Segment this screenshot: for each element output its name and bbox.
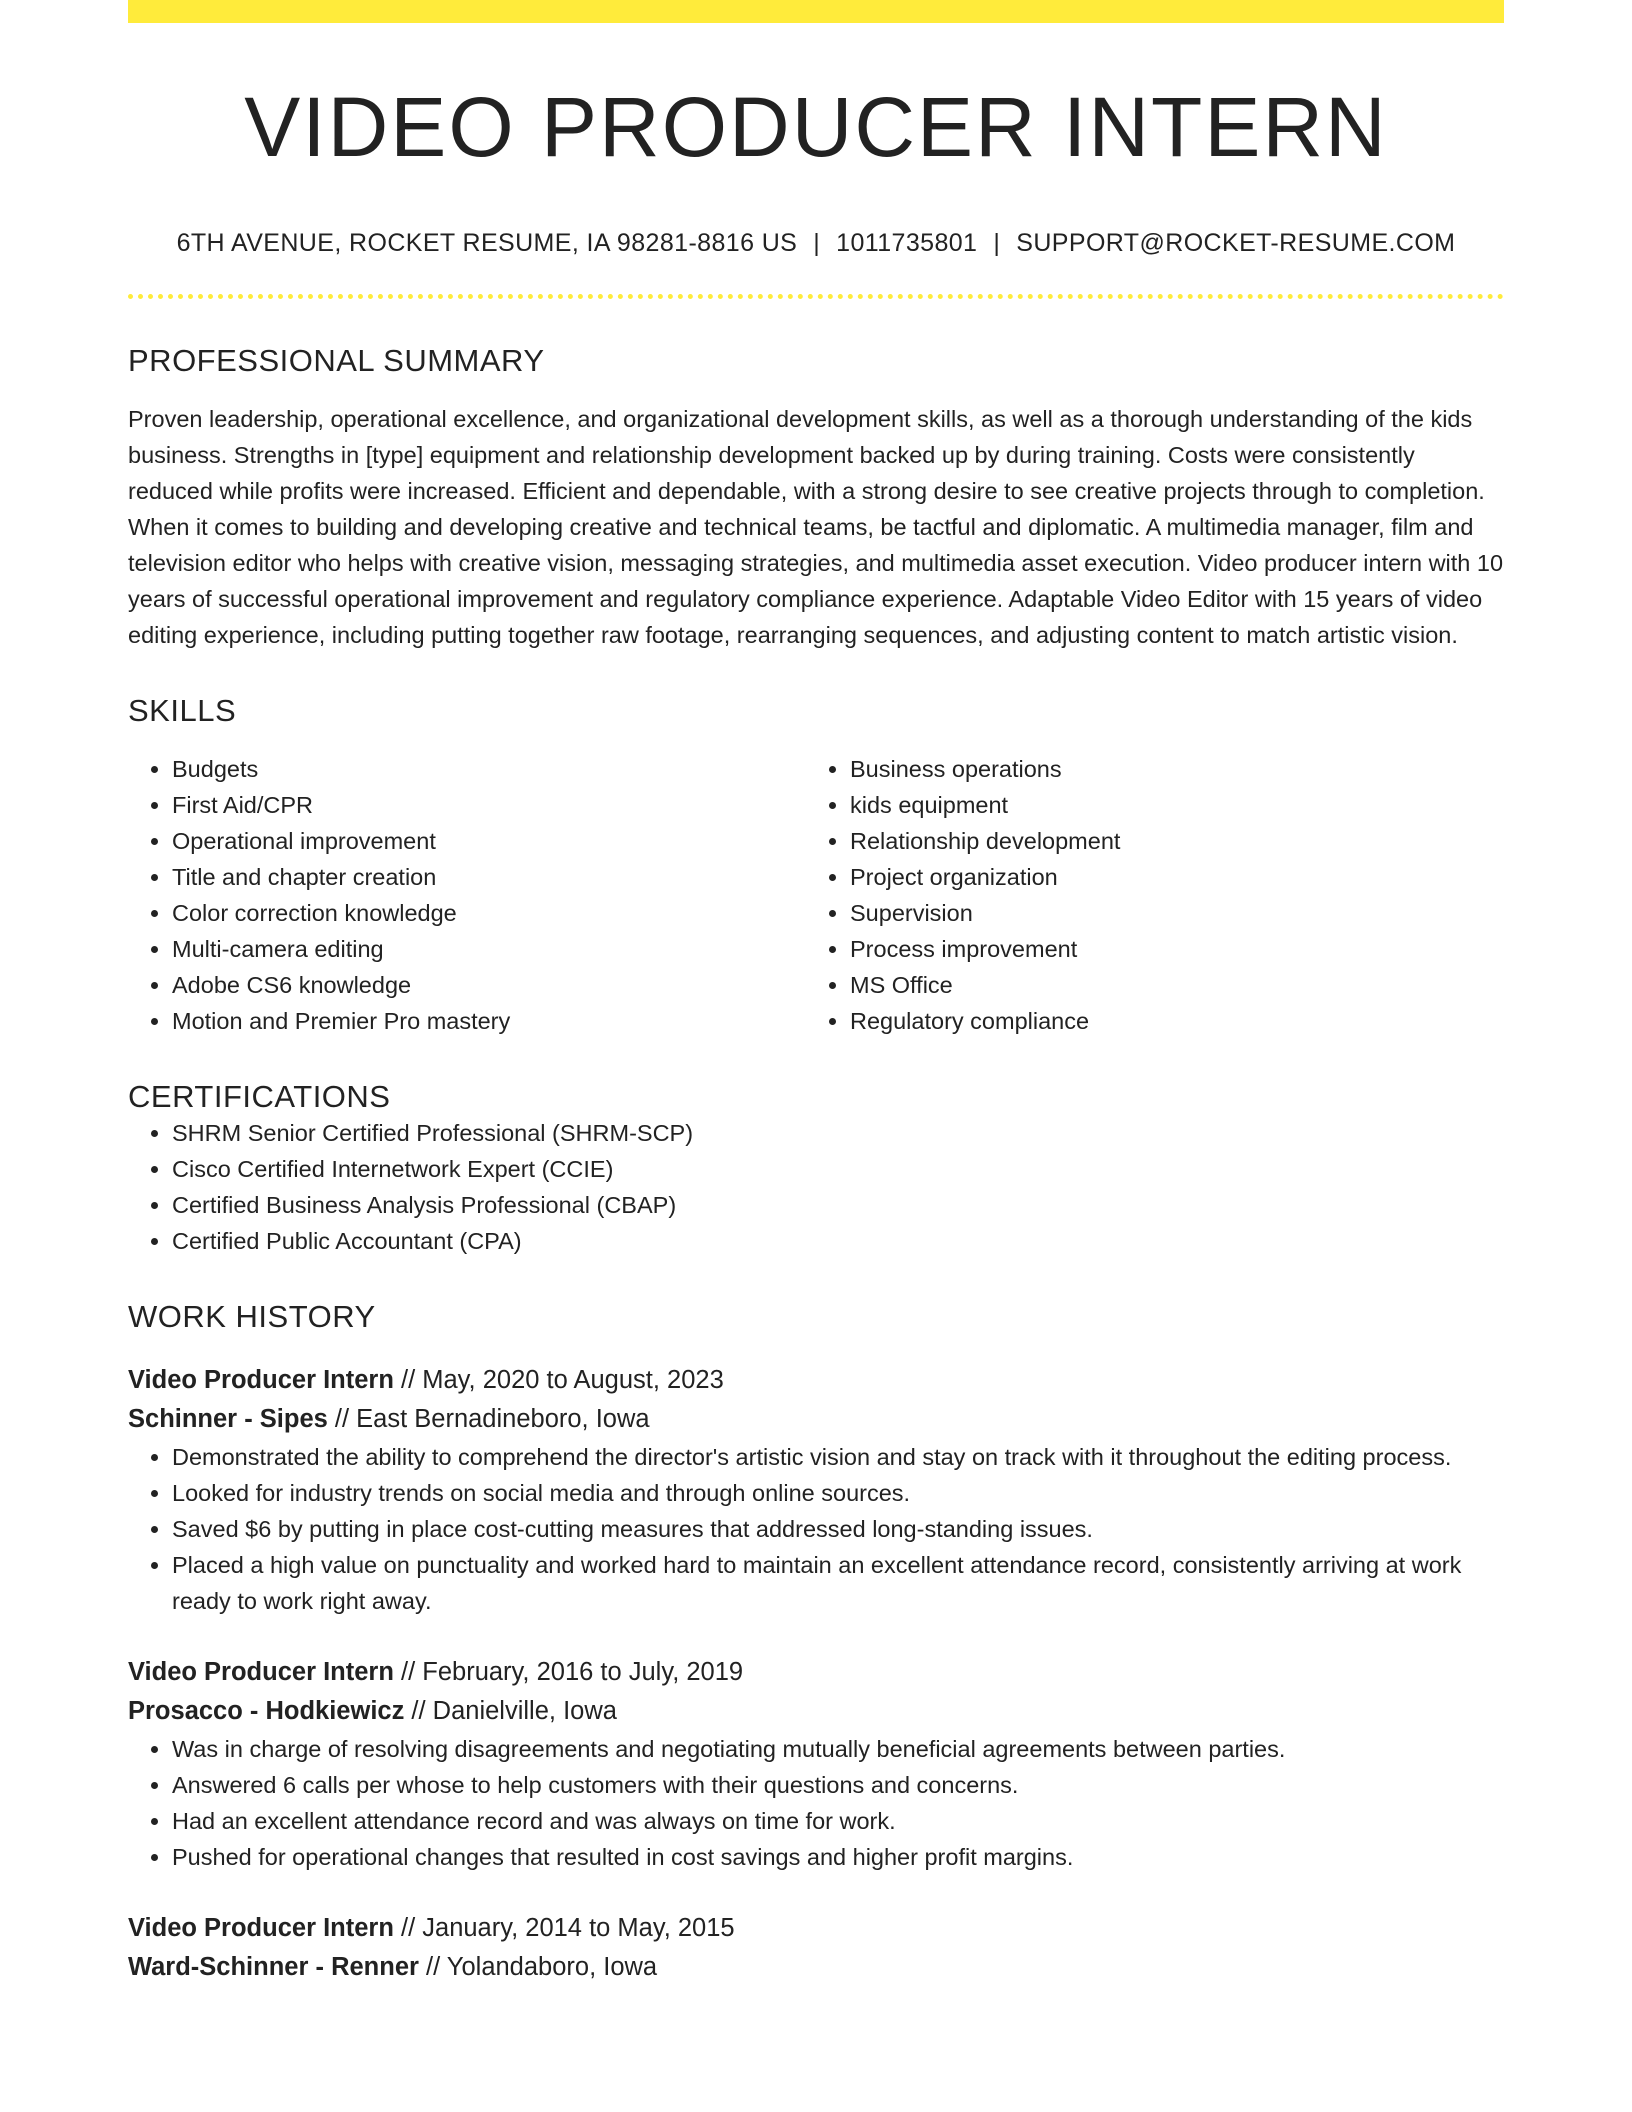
job-bullet-list [128, 1731, 1504, 1875]
job-title-line [128, 1361, 1504, 1400]
job-title-line [128, 1653, 1504, 1692]
job-company-line [128, 1948, 1504, 1987]
contact-line [128, 229, 1504, 258]
job-company: Schinner - Sipes [128, 1405, 328, 1433]
skill-item: • Business operations [850, 751, 1484, 787]
skill-item: • Process improvement [850, 931, 1484, 967]
work-history-list [128, 1361, 1504, 1987]
skill-item: • Title and chapter creation [172, 859, 806, 895]
job-location: // Yolandaboro, Iowa [418, 1953, 658, 1981]
job-location: // East Bernadineboro, Iowa [327, 1405, 650, 1433]
skills-grid [128, 751, 1504, 1039]
job-location: // Danielville, Iowa [404, 1697, 617, 1725]
skill-item: • Multi-camera editing [172, 931, 806, 967]
contact-email: SUPPORT@ROCKET-RESUME.COM [1016, 229, 1456, 257]
job-bullet-list [128, 1439, 1504, 1619]
skill-item: • Motion and Premier Pro mastery [172, 1003, 806, 1039]
certification-item: • Certified Public Accountant (CPA) [172, 1223, 1504, 1259]
skill-item: • First Aid/CPR [172, 787, 806, 823]
job-bullet: • Answered 6 calls per whose to help customers with their questions and concerns. [172, 1767, 1504, 1803]
dotted-divider [128, 294, 1504, 299]
job-bullet: • Pushed for operational changes that resulted in cost savings and higher profit margins. [172, 1839, 1504, 1875]
skills-column-right [806, 751, 1484, 1039]
job-dates: // February, 2016 to July, 2019 [393, 1658, 744, 1686]
job-dates: // May, 2020 to August, 2023 [393, 1366, 724, 1394]
job-bullet: • Placed a high value on punctuality and worked hard to maintain an excellent attendance record, consistently arriving at work ready to work right away. [172, 1547, 1504, 1619]
certifications-heading: CERTIFICATIONS [128, 1079, 391, 1114]
job-company-line [128, 1400, 1504, 1439]
skill-item: • Color correction knowledge [172, 895, 806, 931]
job-bullet: • Saved $6 by putting in place cost-cutting measures that addressed long-standing issues. [172, 1511, 1504, 1547]
skill-item: • Relationship development [850, 823, 1484, 859]
contact-phone: 1011735801 [836, 229, 978, 257]
certification-item: • Certified Business Analysis Professional (CBAP) [172, 1187, 1504, 1223]
job-entry [128, 1361, 1504, 1619]
skill-item: • MS Office [850, 967, 1484, 1003]
accent-bar [128, 0, 1504, 23]
resume-page [128, 0, 1504, 1987]
summary-text: Proven leadership, operational excellence, and organizational development skills, as well as a thorough understanding of the kids business. Strengths in [type] equipment and relationship development backed up by during training. Costs were consistently reduced while profits were increased. Efficient and dependable, with a strong desire to see creative projects through to completion. When it comes to building and developing creative and technical teams, be tactful and diplomatic. A multimedia manager, film and television editor who helps with creative vision, messaging strategies, and multimedia asset execution. Video producer intern with 10 years of successful operational improvement and regulatory compliance experience. Adaptable Video Editor with 15 years of video editing experience, including putting together raw footage, rearranging sequences, and adjusting content to match artistic vision. [128, 406, 1504, 648]
job-bullet: • Looked for industry trends on social media and through online sources. [172, 1475, 1504, 1511]
summary-heading: PROFESSIONAL SUMMARY [128, 343, 545, 378]
job-bullet: • Demonstrated the ability to comprehend the director's artistic vision and stay on track with it throughout the editing process. [172, 1439, 1504, 1475]
job-company-line [128, 1692, 1504, 1731]
skill-item: • Regulatory compliance [850, 1003, 1484, 1039]
skill-item: • Operational improvement [172, 823, 806, 859]
contact-separator: | [813, 229, 821, 257]
skills-list-left [128, 751, 806, 1039]
skills-column-left [128, 751, 806, 1039]
certifications-list [128, 1115, 1504, 1259]
job-role: Video Producer Intern [128, 1366, 394, 1394]
skill-item: • Project organization [850, 859, 1484, 895]
skill-item: • kids equipment [850, 787, 1484, 823]
job-entry [128, 1653, 1504, 1875]
job-title-line [128, 1909, 1504, 1948]
work-history-heading: WORK HISTORY [128, 1299, 376, 1334]
job-role: Video Producer Intern [128, 1658, 394, 1686]
skills-heading: SKILLS [128, 693, 237, 728]
job-company: Prosacco - Hodkiewicz [128, 1697, 405, 1725]
skills-list-right [806, 751, 1484, 1039]
job-dates: // January, 2014 to May, 2015 [393, 1914, 735, 1942]
contact-separator: | [993, 229, 1001, 257]
job-role: Video Producer Intern [128, 1914, 394, 1942]
job-bullet: • Was in charge of resolving disagreements and negotiating mutually beneficial agreements between parties. [172, 1731, 1504, 1767]
skill-item: • Adobe CS6 knowledge [172, 967, 806, 1003]
skill-item: • Budgets [172, 751, 806, 787]
job-entry [128, 1909, 1504, 1987]
certification-item: • Cisco Certified Internetwork Expert (CCIE) [172, 1151, 1504, 1187]
job-bullet: • Had an excellent attendance record and was always on time for work. [172, 1803, 1504, 1839]
certification-item: • SHRM Senior Certified Professional (SHRM-SCP) [172, 1115, 1504, 1151]
candidate-name: VIDEO PRODUCER INTERN [244, 80, 1388, 174]
job-company: Ward-Schinner - Renner [128, 1953, 419, 1981]
contact-address: 6TH AVENUE, ROCKET RESUME, IA 98281-8816 US [176, 229, 798, 257]
skill-item: • Supervision [850, 895, 1484, 931]
